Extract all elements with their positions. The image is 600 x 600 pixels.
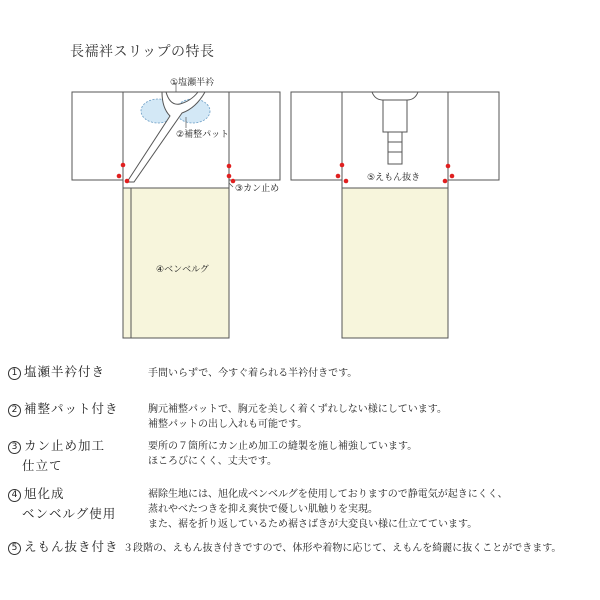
feature-1-number: 1	[8, 367, 21, 380]
feature-2-name	[8, 399, 119, 419]
feature-3-label: カン止め加工	[24, 438, 106, 453]
feature-5-desc-line: ３段階の、えもん抜き付きですので、体形や着物に応じて、えもんを綺麗に抜くことができます。	[123, 543, 562, 554]
feature-3-desc-line: 要所の７箇所にカン止め加工の縫製を施し補強しています。	[148, 441, 418, 452]
feature-1-desc	[148, 366, 357, 381]
feature-3-desc	[148, 439, 417, 469]
stitch-dot	[227, 164, 232, 169]
feature-4-desc-line: 蒸れやべたつきを抑え爽快で優しい肌触りを実現。	[148, 504, 378, 515]
feature-4-name	[8, 484, 116, 524]
feature-4-desc-line: また、裾を折り返しているため裾さばきが大変良い様に仕立てています。	[148, 519, 478, 530]
feature-2-desc	[148, 402, 447, 432]
stitch-dot	[117, 174, 122, 179]
feature-5-desc	[123, 541, 561, 556]
feature-3-number: 3	[8, 441, 21, 454]
stitch-dot	[443, 179, 448, 184]
feature-3-label-line2: 仕立て	[22, 458, 63, 473]
page-title: 長襦袢スリップの特長	[70, 44, 215, 60]
feature-4-label-line2: ベンベルグ使用	[22, 506, 117, 521]
feature-1-label: 塩瀬半衿付き	[24, 364, 106, 379]
front-right-sleeve	[229, 92, 280, 180]
emon-tab	[383, 100, 407, 132]
back-garment	[291, 92, 499, 338]
back-left-sleeve	[291, 92, 342, 180]
feature-2-number: 2	[8, 404, 21, 417]
back-skirt	[342, 188, 448, 338]
feature-5-label: えもん抜き付き	[24, 539, 119, 554]
feature-1-name	[8, 362, 105, 382]
label-shiose-collar: ①塩瀬半衿	[170, 78, 215, 88]
stitch-dot	[231, 179, 236, 184]
label-emon: ⑤えもん抜き	[367, 173, 421, 183]
label-kandome: ③カン止め	[235, 184, 280, 194]
kan-label-line	[229, 183, 233, 187]
front-garment	[72, 76, 280, 338]
feature-2-desc-line: 胸元補整パットで、胸元を美しく着くずれしない様にしています。	[148, 404, 447, 415]
feature-4-desc-line: 裾除生地には、旭化成ベンベルグを使用しておりますので静電気が起きにくく、	[148, 489, 508, 500]
feature-2-desc-line: 補整パットの出し入れも可能です。	[148, 419, 308, 430]
label-pad: ②補整パット	[176, 130, 230, 140]
stitch-dot	[125, 179, 130, 184]
stitch-dot	[227, 174, 232, 179]
emon-loops	[388, 132, 402, 164]
feature-4-number: 4	[8, 489, 21, 502]
front-skirt	[123, 188, 229, 338]
stitch-dot	[446, 164, 451, 169]
stitch-dot	[340, 163, 345, 168]
feature-5-name	[8, 537, 119, 557]
feature-3-desc-line: ほころびにくく、丈夫です。	[148, 456, 277, 467]
label-bemberg: ④ベンベルグ	[156, 265, 209, 275]
feature-5-number: 5	[8, 542, 21, 555]
stitch-dot	[336, 174, 341, 179]
stitch-dot	[121, 163, 126, 168]
feature-1-desc-line: 手間いらずで、今すぐ着られる半衿付きです。	[148, 368, 358, 379]
stitch-dot	[450, 174, 455, 179]
feature-2-label: 補整パット付き	[24, 401, 119, 416]
feature-4-desc	[148, 487, 508, 532]
stitch-dot	[344, 179, 349, 184]
feature-3-name	[8, 436, 105, 476]
feature-4-label: 旭化成	[24, 486, 65, 501]
front-left-sleeve	[72, 92, 123, 180]
back-right-sleeve	[448, 92, 499, 180]
